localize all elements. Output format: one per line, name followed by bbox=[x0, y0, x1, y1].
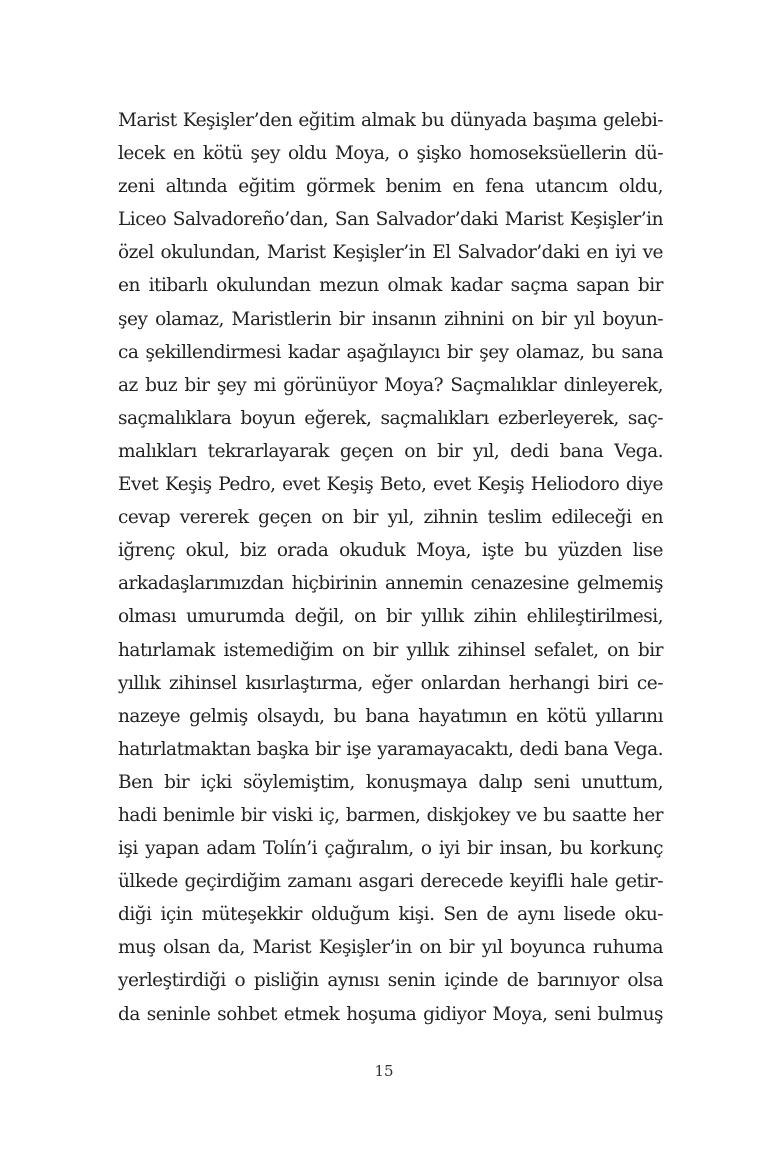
page-number: 15 bbox=[374, 1062, 394, 1080]
text-line: Liceo Salvadoreño’dan, San Salvador’daki Marist Keşişler’in bbox=[118, 209, 663, 231]
text-line: iğrenç okul, biz orada okuduk Moya, işte bu yüzden lise bbox=[118, 540, 663, 562]
text-line: da seninle sohbet etmek hoşuma gidiyor Moya, seni bulmuş bbox=[118, 1003, 663, 1025]
text-line: lecek en kötü şey oldu Moya, o şişko homoseksüellerin dü- bbox=[118, 143, 663, 165]
text-line: işi yapan adam Tolín’i çağıralım, o iyi bir insan, bu korkunç bbox=[118, 838, 663, 860]
text-line: arkadaşlarımızdan hiçbirinin annemin cenazesine gelmemiş bbox=[118, 573, 663, 595]
text-line: diği için müteşekkir olduğum kişi. Sen de aynı lisede oku- bbox=[118, 904, 663, 926]
text-line: özel okulundan, Marist Keşişler’in El Salvador’daki en iyi ve bbox=[118, 242, 663, 264]
text-line: saçmalıklara boyun eğerek, saçmalıkları ezberleyerek, saç- bbox=[118, 407, 663, 429]
text-line: az buz bir şey mi görünüyor Moya? Saçmalıklar dinleyerek, bbox=[118, 374, 663, 396]
text-line: ca şekillendirmesi kadar aşağılayıcı bir şey olamaz, bu sana bbox=[118, 341, 663, 363]
text-line: muş olsan da, Marist Keşişler’in on bir yıl boyunca ruhuma bbox=[118, 937, 663, 959]
text-line: yerleştirdiği o pisliğin aynısı senin içinde de barınıyor olsa bbox=[118, 970, 663, 992]
text-line: Marist Keşişler’den eğitim almak bu dünyada başıma gelebi- bbox=[118, 110, 663, 131]
text-line: en itibarlı okulundan mezun olmak kadar saçma sapan bir bbox=[118, 275, 663, 297]
text-line: malıkları tekrarlayarak geçen on bir yıl, dedi bana Vega. bbox=[118, 440, 663, 462]
text-line: olması umurumda değil, on bir yıllık zihin ehlileştirilmesi, bbox=[118, 606, 663, 628]
text-line: ülkede geçirdiğim zamanı asgari derecede keyifli hale getir- bbox=[118, 871, 663, 893]
text-line: yıllık zihinsel kısırlaştırma, eğer onlardan herhangi biri ce- bbox=[118, 672, 663, 694]
text-line: nazeye gelmiş olsaydı, bu bana hayatımın en kötü yıllarını bbox=[118, 705, 663, 727]
text-line: zeni altında eğitim görmek benim en fena utancım oldu, bbox=[118, 176, 663, 198]
body-text bbox=[118, 104, 663, 1031]
text-line: cevap vererek geçen on bir yıl, zihnin teslim edileceği en bbox=[118, 507, 663, 529]
text-line: şey olamaz, Maristlerin bir insanın zihnini on bir yıl boyun- bbox=[118, 308, 663, 330]
text-line: hatırlamak istemediğim on bir yıllık zihinsel sefalet, on bir bbox=[118, 639, 663, 661]
text-line: hadi benimle bir viski iç, barmen, diskjokey ve bu saatte her bbox=[118, 804, 663, 826]
text-line: hatırlatmaktan başka bir işe yaramayacaktı, dedi bana Vega. bbox=[118, 738, 663, 760]
text-line: Ben bir içki söylemiştim, konuşmaya dalıp seni unuttum, bbox=[118, 771, 663, 793]
text-line: Evet Keşiş Pedro, evet Keşiş Beto, evet Keşiş Heliodoro diye bbox=[118, 474, 663, 496]
